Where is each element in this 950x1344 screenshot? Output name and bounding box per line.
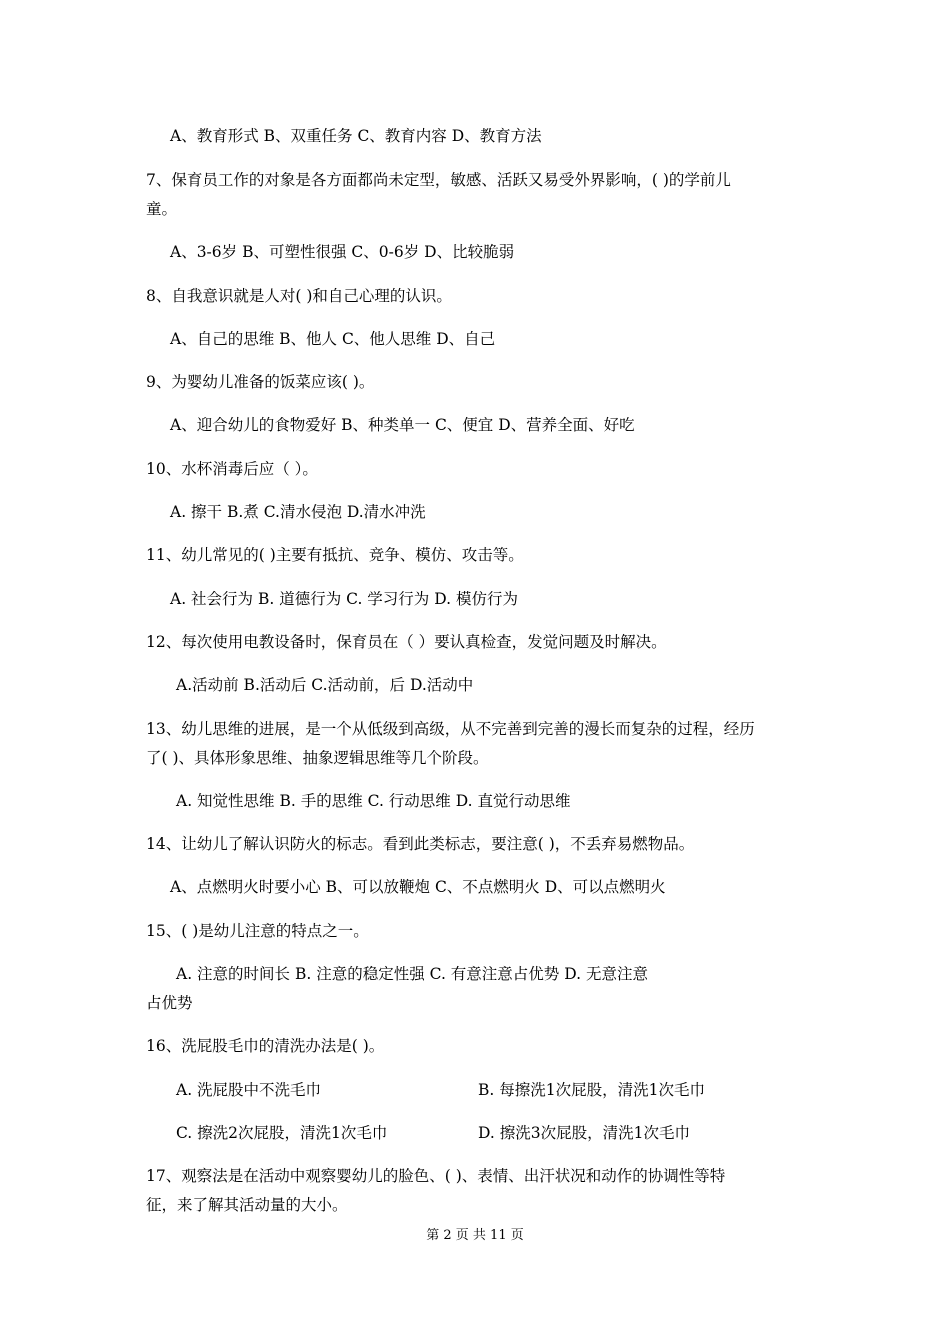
- q7-text-cont: 童。: [146, 200, 178, 218]
- q16-option-c: C. 擦洗2次屁股，清洗1次毛巾: [176, 1124, 388, 1142]
- q13-text: 13、幼儿思维的进展，是一个从低级到高级，从不完善到完善的漫长而复杂的过程，经历: [146, 720, 755, 738]
- q11-text: 11、幼儿常见的( )主要有抵抗、竞争、模仿、攻击等。: [146, 546, 524, 564]
- q8-options: A、自己的思维 B、他人 C、他人思维 D、自己: [170, 330, 496, 348]
- q16-option-d: D. 擦洗3次屁股，清洗1次毛巾: [478, 1124, 690, 1142]
- q9-options: A、迎合幼儿的食物爱好 B、种类单一 C、便宜 D、营养全面、好吃: [170, 416, 635, 434]
- q8-text: 8、自我意识就是人对( )和自己心理的认识。: [146, 287, 452, 305]
- q15-options: A. 注意的时间长 B. 注意的稳定性强 C. 有意注意占优势 D. 无意注意: [176, 965, 648, 983]
- q6-options: A、教育形式 B、双重任务 C、教育内容 D、教育方法: [170, 127, 542, 145]
- q12-text: 12、每次使用电教设备时，保育员在（ ）要认真检查，发觉问题及时解决。: [146, 633, 667, 651]
- q10-text: 10、水杯消毒后应（ ）。: [146, 460, 318, 478]
- q17-text: 17、观察法是在活动中观察婴幼儿的脸色、( )、表情、出汗状况和动作的协调性等特: [146, 1167, 726, 1185]
- q9-text: 9、为婴幼儿准备的饭菜应该( )。: [146, 373, 375, 391]
- q16-option-b: B. 每擦洗1次屁股，清洗1次毛巾: [478, 1081, 705, 1099]
- q10-options: A. 擦干 B.煮 C.清水侵泡 D.清水冲洗: [170, 503, 426, 521]
- q13-options: A. 知觉性思维 B. 手的思维 C. 行动思维 D. 直觉行动思维: [176, 792, 571, 810]
- q16-option-a: A. 洗屁股中不洗毛巾: [176, 1081, 322, 1099]
- page-footer: 第 2 页 共 11 页: [426, 1228, 524, 1243]
- q12-options: A.活动前 B.活动后 C.活动前，后 D.活动中: [176, 676, 474, 694]
- q17-text-cont: 征，来了解其活动量的大小。: [146, 1196, 348, 1214]
- q15-text: 15、( )是幼儿注意的特点之一。: [146, 922, 369, 940]
- q14-text: 14、让幼儿了解认识防火的标志。看到此类标志，要注意( )，不丢弃易燃物品。: [146, 835, 695, 853]
- q15-options-cont: 占优势: [146, 994, 193, 1012]
- q7-text: 7、保育员工作的对象是各方面都尚未定型，敏感、活跃又易受外界影响，( )的学前儿: [146, 171, 731, 189]
- q13-text-cont: 了( )、具体形象思维、抽象逻辑思维等几个阶段。: [146, 749, 489, 767]
- q11-options: A. 社会行为 B. 道德行为 C. 学习行为 D. 模仿行为: [170, 590, 518, 608]
- q14-options: A、点燃明火时要小心 B、可以放鞭炮 C、不点燃明火 D、可以点燃明火: [170, 878, 666, 896]
- q16-text: 16、洗屁股毛巾的清洗办法是( )。: [146, 1037, 385, 1055]
- q7-options: A、3-6岁 B、可塑性很强 C、0-6岁 D、比较脆弱: [170, 243, 515, 261]
